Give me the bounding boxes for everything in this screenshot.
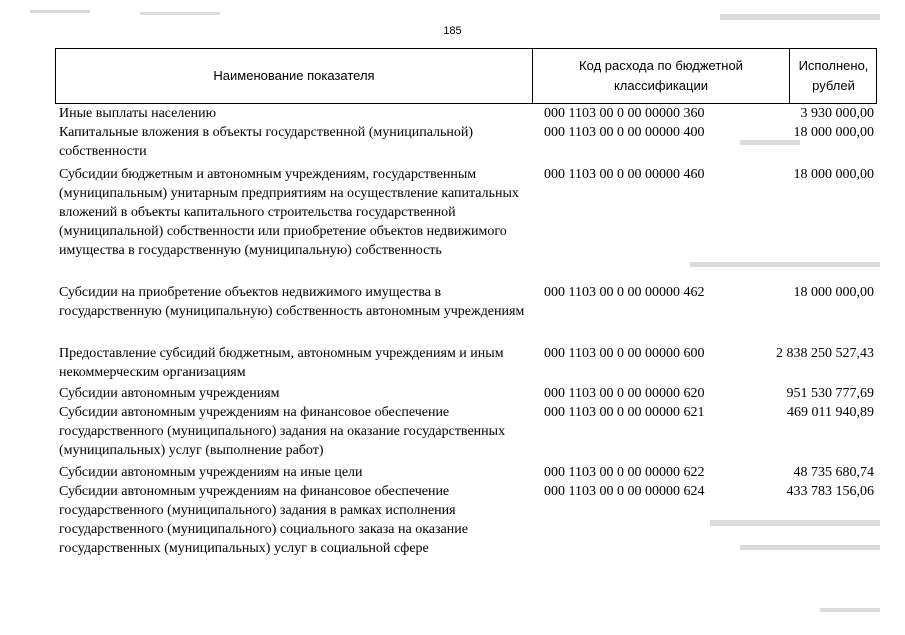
- scan-noise: [690, 262, 880, 267]
- row-code: 000 1103 00 0 00 00000 360: [544, 106, 705, 121]
- row-name: Иные выплаты населению: [59, 106, 217, 121]
- row-code: 000 1103 00 0 00 00000 620: [544, 386, 705, 401]
- row-code: 000 1103 00 0 00 00000 462: [544, 285, 705, 300]
- scan-noise: [740, 140, 800, 145]
- row-amount: 18 000 000,00: [793, 167, 874, 182]
- row-name: Предоставление субсидий бюджетным, автономным учреждениям и иным некоммерческим организациям: [59, 346, 504, 380]
- row-name: Субсидии бюджетным и автономным учреждениям, государственным (муниципальным) унитарным предприятиям на осуществление капитальных вложений в объекты капитального строительства государственной (муниципальной) собственности или приобретение объектов недвижимого имущества в государственную (муниципальную) собственность: [59, 167, 519, 258]
- row-code: 000 1103 00 0 00 00000 624: [544, 484, 705, 499]
- scan-noise: [140, 12, 220, 15]
- table-row: [0, 384, 905, 403]
- table-body: [0, 104, 905, 558]
- row-name: Субсидии автономным учреждениям на финансовое обеспечение государственного (муниципального) задания на оказание государственных (муниципальных) услуг (выполнение работ): [59, 405, 506, 458]
- row-code: 000 1103 00 0 00 00000 622: [544, 465, 705, 480]
- row-name: Субсидии автономным учреждениям на иные цели: [59, 465, 363, 480]
- row-name: Субсидии на приобретение объектов недвижимого имущества в государственную (муниципальную) собственность автономным учреждениям: [59, 285, 525, 319]
- row-code: 000 1103 00 0 00 00000 621: [544, 405, 705, 420]
- row-amount: 433 783 156,06: [786, 484, 874, 499]
- row-name: Субсидии автономным учреждениям: [59, 386, 280, 401]
- row-amount: 18 000 000,00: [793, 285, 874, 300]
- table-row: [0, 403, 905, 463]
- page-number: 185: [443, 25, 462, 37]
- row-name: Субсидии автономным учреждениям на финансовое обеспечение государственного (муниципального) задания в рамках исполнения государственного (муниципального) социального заказа на оказание государственных (муниципальных) услуг в социальной сфере: [59, 484, 468, 556]
- header-name: Наименование показателя: [213, 68, 375, 83]
- row-amount: 951 530 777,69: [786, 386, 874, 401]
- row-amount: 2 838 250 527,43: [776, 346, 874, 361]
- scan-noise: [720, 14, 880, 20]
- scan-noise: [30, 10, 90, 13]
- scan-noise: [740, 545, 880, 550]
- row-code: 000 1103 00 0 00 00000 600: [544, 346, 705, 361]
- row-name: Капитальные вложения в объекты государственной (муниципальной) собственности: [59, 125, 474, 159]
- scan-noise: [820, 608, 880, 612]
- header-code: Код расхода по бюджетной классификации: [532, 49, 789, 103]
- header-amount: Исполнено, рублей: [789, 49, 877, 103]
- row-code: 000 1103 00 0 00 00000 460: [544, 167, 705, 182]
- row-amount: 48 735 680,74: [793, 465, 874, 480]
- table-row: [0, 104, 905, 123]
- row-code: 000 1103 00 0 00 00000 400: [544, 125, 705, 140]
- row-amount: 3 930 000,00: [800, 106, 874, 121]
- table-header: [55, 48, 877, 104]
- table-row: [0, 463, 905, 482]
- scan-noise: [710, 520, 880, 526]
- table-row: [0, 283, 905, 344]
- row-amount: 18 000 000,00: [793, 125, 874, 140]
- row-amount: 469 011 940,89: [787, 405, 874, 420]
- table-row: [0, 344, 905, 384]
